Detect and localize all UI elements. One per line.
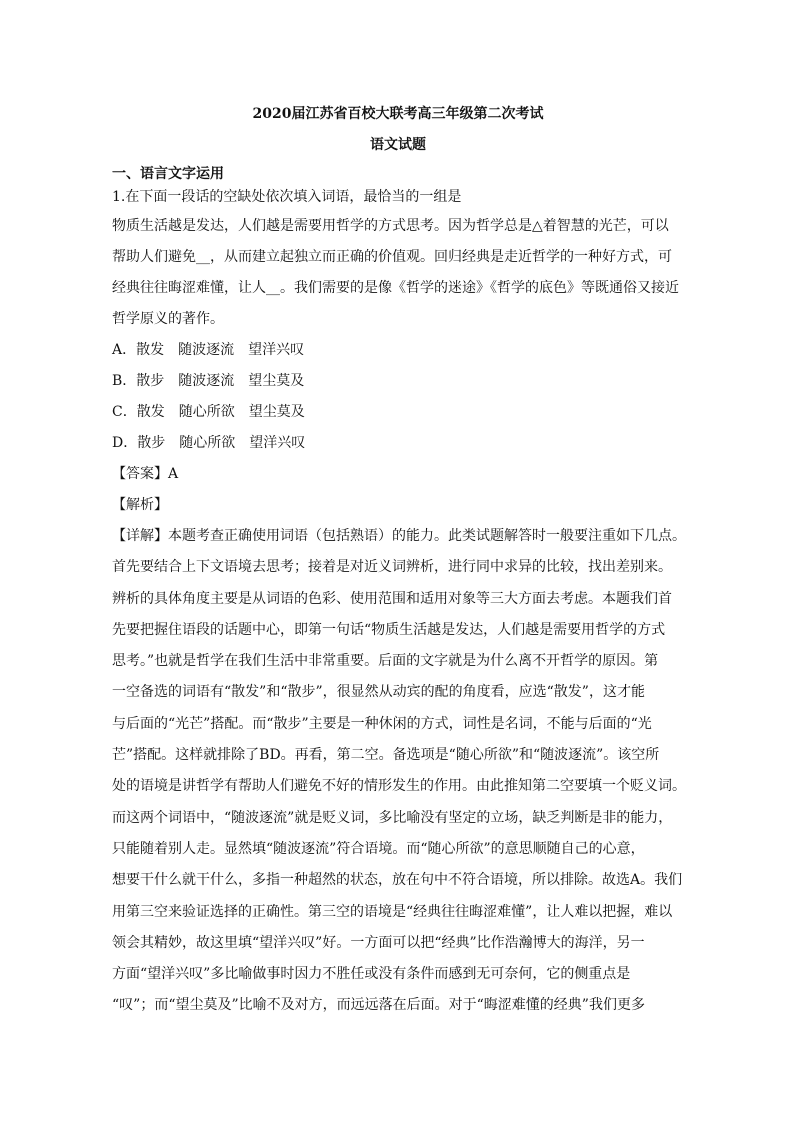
answer-label: 【答案】A xyxy=(112,466,179,482)
section-heading: 一、语言文字运用 xyxy=(112,166,224,182)
analysis-line: 一空备选的词语有“散发”和“散步”，很显然从动宾的配的角度看，应选“散发”，这才能 xyxy=(112,684,645,701)
passage-line: 经典往往晦涩难懂，让人__。我们需要的是像《哲学的迷途》《哲学的底色》等既通俗又接近 xyxy=(112,280,679,296)
analysis-line: 思考。”也就是哲学在我们生活中非常重要。后面的文字就是为什么离不开哲学的原因。第 xyxy=(112,653,659,670)
option-c: C．散发 随心所欲 望尘莫及 xyxy=(112,404,305,420)
analysis-label: 【解析】 xyxy=(112,497,168,513)
exam-subtitle: 语文试题 xyxy=(370,137,426,153)
question-passage xyxy=(112,211,684,335)
analysis-line: 而这两个词语中，“随波逐流”就是贬义词，多比喻没有坚定的立场，缺乏判断是非的能力， xyxy=(112,809,673,826)
passage-line: 哲学原义的著作。 xyxy=(112,311,224,327)
analysis-text xyxy=(112,521,684,1022)
option-b: B．散步 随波逐流 望尘莫及 xyxy=(112,373,305,389)
analysis-line: 方面“望洋兴叹”多比喻做事时因力不胜任或没有条件而感到无可奈何，它的侧重点是 xyxy=(112,966,631,983)
analysis-line: 只能随着别人走。显然填“随波逐流”符合语境。而“随心所欲”的意思顺随自己的心意， xyxy=(112,840,645,857)
analysis-line: 首先要结合上下文语境去思考；接着是对近义词辨析，进行同中求异的比较，找出差别来。 xyxy=(112,559,672,576)
exam-title: 2020届江苏省百校大联考高三年级第二次考试 xyxy=(252,106,544,122)
analysis-line: 与后面的“光芒”搭配。而“散步”主要是一种休闲的方式，词性是名词，不能与后面的“光 xyxy=(112,715,652,732)
analysis-line: 领会其精妙，故这里填“望洋兴叹”好。一方面可以把“经典”比作浩瀚博大的海洋，另一 xyxy=(112,934,645,951)
analysis-line: 用第三空来验证选择的正确性。第三空的语境是“经典往往晦涩难懂”，让人难以把握，难以 xyxy=(112,903,673,920)
analysis-line: 辨析的具体角度主要是从词语的色彩、使用范围和适用对象等三大方面去考虑。本题我们首 xyxy=(112,590,672,607)
analysis-line: 处的语境是讲哲学有帮助人们避免不好的情形发生的作用。由此推知第二空要填一个贬义词。 xyxy=(112,778,686,795)
analysis-line: 想要干什么就干什么，多指一种超然的状态，放在句中不符合语境，所以排除。故选A。我们 xyxy=(112,872,683,889)
analysis-line: “叹”；而“望尘莫及”比喻不及对方，而远远落在后面。对于“晦涩难懂的经典”我们更多 xyxy=(112,997,645,1014)
passage-line: 帮助人们避免__，从而建立起独立而正确的价值观。回归经典是走近哲学的一种好方式，可 xyxy=(112,249,672,265)
option-a: A．散发 随波逐流 望洋兴叹 xyxy=(112,342,305,358)
analysis-line: 芒”搭配。这样就排除了BD。再看，第二空。备选项是“随心所欲”和“随波逐流”。该空所 xyxy=(112,747,660,764)
analysis-line: 先要把握住语段的话题中心，即第一句话“物质生活越是发达，人们越是需要用哲学的方式 xyxy=(112,621,666,638)
option-d: D．散步 随心所欲 望洋兴叹 xyxy=(112,435,306,451)
options-list xyxy=(112,335,684,459)
analysis-line: 【详解】本题考查正确使用词语（包括熟语）的能力。此类试题解答时一般要注重如下几点。 xyxy=(112,528,686,544)
passage-line: 物质生活越是发达，人们越是需要用哲学的方式思考。因为哲学总是△着智慧的光芒，可以 xyxy=(112,218,669,234)
question-stem: 1.在下面一段话的空缺处依次填入词语，最恰当的一组是 xyxy=(112,189,462,205)
